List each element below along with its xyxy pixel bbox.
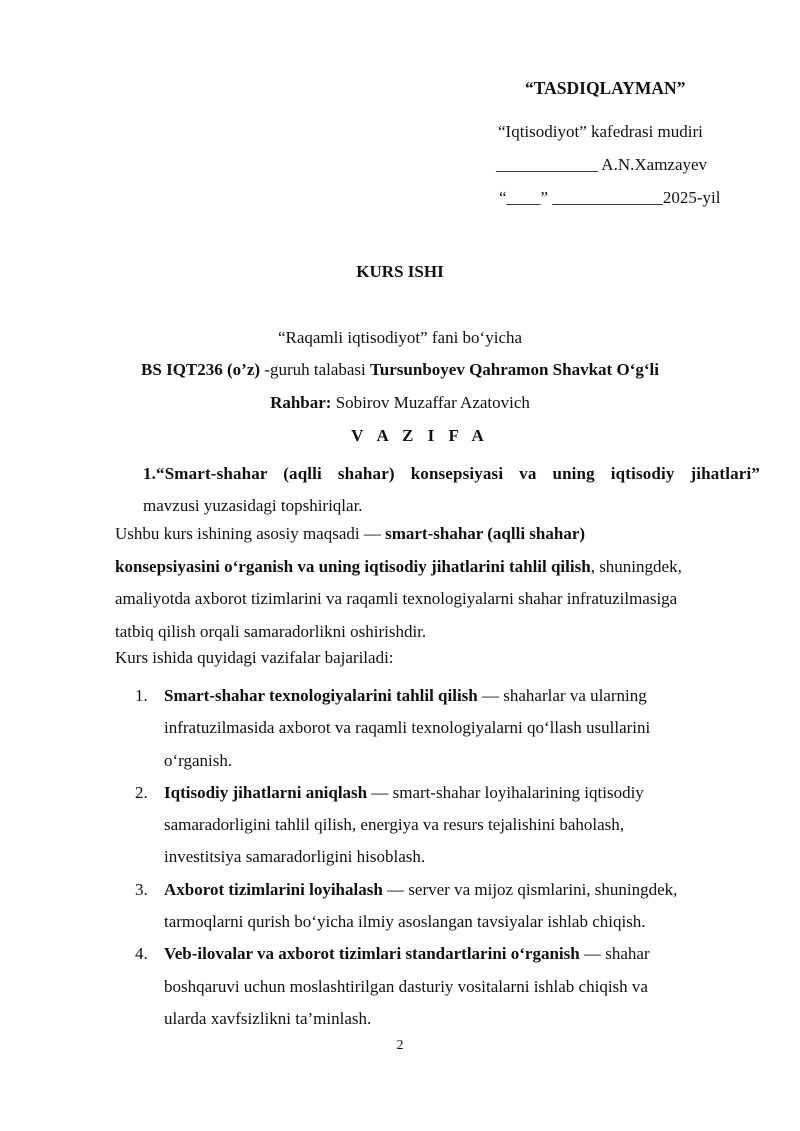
list-number: 4. xyxy=(135,944,148,964)
list-text: — server va mijoz qismlarini, shuningdek, xyxy=(382,879,678,899)
purpose-paragraph xyxy=(115,518,765,648)
list-item xyxy=(135,777,765,874)
approval-signature: ____________ A.N.Xamzayev xyxy=(496,155,708,174)
list-line: ularda xavfsizlikni ta’minlash. xyxy=(164,1008,372,1028)
list-line: samaradorligini tahlil qilish, energiya va resurs tejalishini baholash, xyxy=(164,815,624,835)
list-number: 1. xyxy=(135,686,148,705)
task-subtitle: mavzusi yuzasidagi topshiriqlar. xyxy=(143,496,363,515)
purpose-bold: konsepsiyasini o‘rganish va uning iqtisodiy jihatlarini tahlil qilish xyxy=(115,556,591,576)
list-text: — shahar xyxy=(579,944,650,964)
task-heading xyxy=(143,458,760,522)
group-text: -guruh talabasi xyxy=(260,360,371,379)
approval-title: “TASDIQLAYMAN” xyxy=(525,78,686,98)
student-line xyxy=(0,360,800,380)
approval-department: “Iqtisodiyot” kafedrasi mudiri xyxy=(498,122,703,141)
list-text: — smart-shahar loyihalarining iqtisodiy xyxy=(367,782,644,802)
group-code: BS IQT236 (o’z) xyxy=(141,360,261,379)
list-line xyxy=(164,777,765,809)
list-line xyxy=(164,680,765,712)
supervisor-name: Sobirov Muzaffar Azatovich xyxy=(331,393,530,412)
list-number: 3. xyxy=(135,879,148,899)
task-label: V A Z I F A xyxy=(351,426,489,445)
list-line xyxy=(164,938,765,970)
purpose-line: amaliyotda axborot tizimlarini va raqamli texnologiyalarni shahar infratuzilmasiga xyxy=(115,589,678,608)
list-bold: Iqtisodiy jihatlarni aniqlash xyxy=(164,782,368,802)
list-text: — shaharlar va ularning xyxy=(477,686,647,705)
list-line: o‘rganish. xyxy=(164,750,233,770)
task-title: 1.“Smart-shahar (aqlli shahar) konsepsiyasi va uning iqtisodiy jihatlari” xyxy=(143,464,760,483)
supervisor-line xyxy=(0,393,800,413)
purpose-line xyxy=(115,518,765,551)
supervisor-label: Rahbar: xyxy=(270,393,332,412)
list-line: infratuzilmasida axborot va raqamli texnologiyalarni qo‘llash usullarini xyxy=(164,718,651,738)
page-number: 2 xyxy=(396,1038,404,1053)
purpose-bold: smart-shahar (aqlli shahar) xyxy=(385,524,586,543)
list-bold: Veb-ilovalar va axborot tizimlari standartlarini o‘rganish xyxy=(164,944,580,964)
tasks-intro: Kurs ishida quyidagi vazifalar bajariladi: xyxy=(115,648,394,667)
subject-line: “Raqamli iqtisodiyot” fani bo‘yicha xyxy=(277,328,523,347)
tasks-list xyxy=(135,680,765,1035)
list-line: boshqaruvi uchun moslashtirilgan dasturiy vositalarni ishlab chiqish va xyxy=(164,976,648,996)
list-line: tarmoqlarni qurish bo‘yicha ilmiy asoslangan tavsiyalar ishlab chiqish. xyxy=(164,912,646,932)
list-number: 2. xyxy=(135,782,148,802)
purpose-line: tatbiq qilish orqali samaradorlikni oshirishdir. xyxy=(115,621,427,641)
list-bold: Smart-shahar texnologiyalarini tahlil qilish xyxy=(164,686,478,705)
list-line xyxy=(164,874,765,906)
student-name: Tursunboyev Qahramon Shavkat O‘g‘li xyxy=(370,360,659,379)
purpose-line xyxy=(115,551,765,584)
list-item xyxy=(135,938,765,1035)
purpose-text: Ushbu kurs ishining asosiy maqsadi — xyxy=(115,524,386,543)
approval-date: “____” _____________2025-yil xyxy=(499,188,721,207)
purpose-text: , shuningdek, xyxy=(590,556,682,576)
list-bold: Axborot tizimlarini loyihalash xyxy=(164,879,383,899)
list-item xyxy=(135,874,765,939)
document-type: KURS ISHI xyxy=(356,262,444,281)
list-item xyxy=(135,680,765,777)
list-line: investitsiya samaradorligini hisoblash. xyxy=(164,847,426,867)
